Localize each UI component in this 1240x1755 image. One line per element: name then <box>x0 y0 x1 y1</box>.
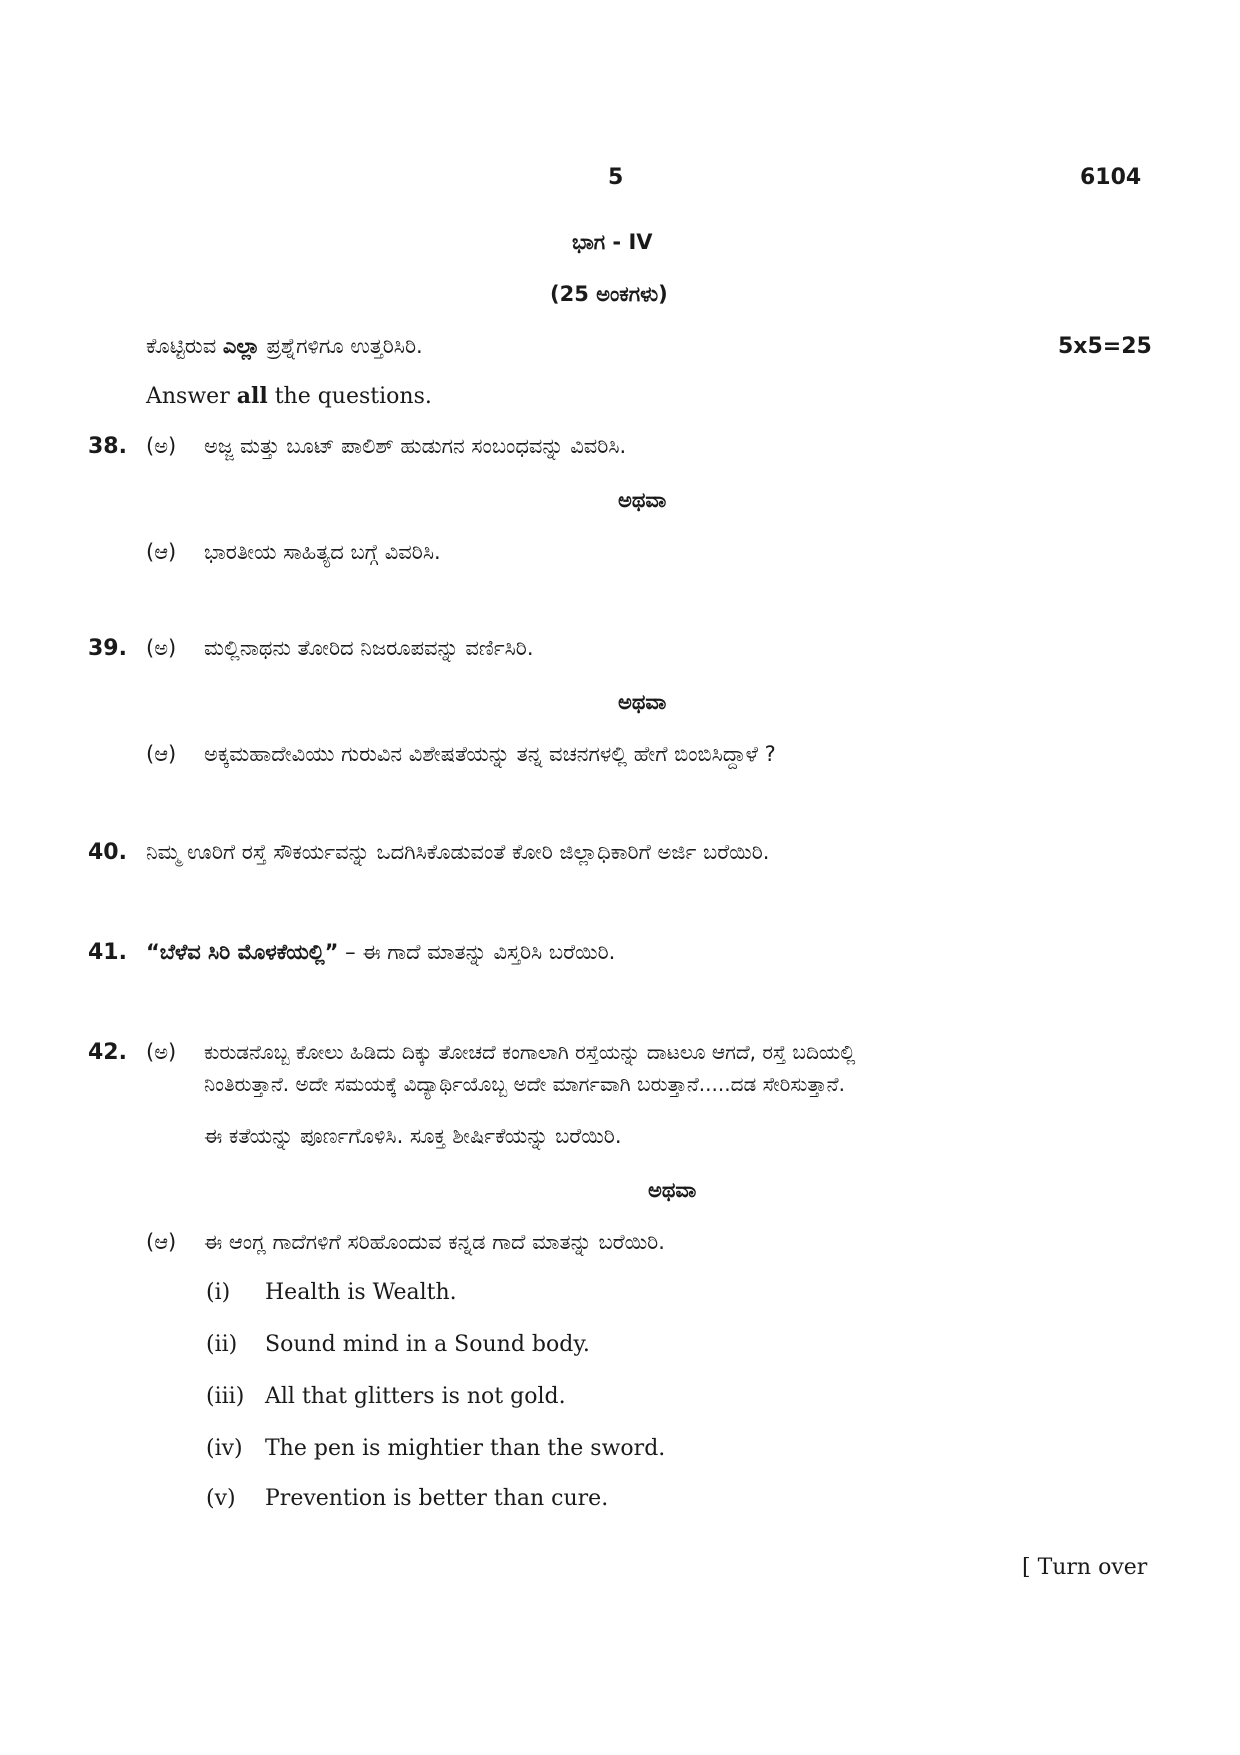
question-41-rest: – ಈ ಗಾದೆ ಮಾತನ್ನು ವಿಸ್ತರಿಸಿ ಬರೆಯಿರಿ. <box>338 940 616 964</box>
question-38-a-text: ಅಜ್ಜ ಮತ್ತು ಬೂಟ್ ಪಾಲಿಶ್ ಹುಡುಗನ ಸಂಬಂಧವನ್ನು ವಿವರಿಸಿ. <box>204 434 627 458</box>
instruction-en-prefix: Answer <box>146 384 237 409</box>
question-39-b-label: (ಆ) <box>146 742 177 766</box>
question-38-number: 38. <box>88 434 127 459</box>
instruction-kn-prefix: ಕೊಟ್ಟಿರುವ <box>146 334 223 358</box>
question-42-a-label: (ಅ) <box>146 1040 177 1064</box>
question-42-b-label: (ಆ) <box>146 1230 177 1254</box>
question-40-text: ನಿಮ್ಮ ಊರಿಗೆ ರಸ್ತೆ ಸೌಕರ್ಯವನ್ನು ಒದಗಿಸಿಕೊಡುವಂತೆ ಕೋರಿ ಜಿಲ್ಲಾಧಿಕಾರಿಗೆ ಅರ್ಜಿ ಬರೆಯಿರಿ. <box>146 840 770 864</box>
proverb-3-text: All that glitters is not gold. <box>265 1384 566 1409</box>
proverb-5-text: Prevention is better than cure. <box>265 1486 609 1511</box>
question-42-a-line1: ಕುರುಡನೊಬ್ಬ ಕೋಲು ಹಿಡಿದು ದಿಕ್ಕು ತೋಚದೆ ಕಂಗಾಲಾಗಿ ರಸ್ತೆಯನ್ನು ದಾಟಲೂ ಆಗದೆ, ರಸ್ತೆ ಬದಿಯಲ್ಲಿ <box>204 1040 856 1064</box>
question-38-b-text: ಭಾರತೀಯ ಸಾಹಿತ್ಯದ ಬಗ್ಗೆ ವಿವರಿಸಿ. <box>204 540 441 564</box>
question-39-number: 39. <box>88 636 127 661</box>
question-39-a-label: (ಅ) <box>146 636 177 660</box>
proverb-4-label: (iv) <box>206 1436 243 1461</box>
proverb-4-text: The pen is mightier than the sword. <box>265 1436 666 1461</box>
instruction-en-bold: all <box>236 383 268 409</box>
question-40-number: 40. <box>88 840 127 865</box>
proverb-1-text: Health is Wealth. <box>265 1280 457 1305</box>
proverb-5-label: (v) <box>206 1486 236 1511</box>
question-42-number: 42. <box>88 1040 127 1065</box>
turn-over-label: [ Turn over <box>1022 1555 1148 1580</box>
question-42-b-text: ಈ ಆಂಗ್ಲ ಗಾದೆಗಳಿಗೆ ಸರಿಹೊಂದುವ ಕನ್ನಡ ಗಾದೆ ಮಾತನ್ನು ಬರೆಯಿರಿ. <box>204 1230 665 1254</box>
question-42-a-line2: ನಿಂತಿರುತ್ತಾನೆ. ಅದೇ ಸಮಯಕ್ಕೆ ವಿದ್ಯಾರ್ಥಿಯೊಬ್ಬ ಅದೇ ಮಾರ್ಗವಾಗಿ ಬರುತ್ತಾನೆ.....ದಡ ಸೇರಿಸುತ್ತಾನೆ. <box>204 1072 845 1096</box>
proverb-1-label: (i) <box>206 1280 231 1305</box>
proverb-2-text: Sound mind in a Sound body. <box>265 1332 590 1357</box>
question-38-b-label: (ಆ) <box>146 540 177 564</box>
question-41-number: 41. <box>88 940 127 965</box>
paper-code: 6104 <box>1080 165 1142 190</box>
question-42-a-line3: ಈ ಕತೆಯನ್ನು ಪೂರ್ಣಗೊಳಿಸಿ. ಸೂಕ್ತ ಶೀರ್ಷಿಕೆಯನ್ನು ಬರೆಯಿರಿ. <box>204 1124 622 1148</box>
instruction-kannada <box>146 334 423 359</box>
or-label-42: ಅಥವಾ <box>648 1178 697 1202</box>
question-39-a-text: ಮಲ್ಲಿನಾಥನು ತೋರಿದ ನಿಜರೂಪವನ್ನು ವರ್ಣಿಸಿರಿ. <box>204 636 534 660</box>
question-41-text <box>146 940 615 965</box>
or-label-39: ಅಥವಾ <box>618 690 667 714</box>
proverb-3-label: (iii) <box>206 1384 245 1409</box>
question-38-a-label: (ಅ) <box>146 434 177 458</box>
or-label-38: ಅಥವಾ <box>618 488 667 512</box>
page-number: 5 <box>608 165 624 190</box>
section-title: ಭಾಗ - IV <box>572 230 653 254</box>
instruction-kn-suffix: ಪ್ರಶ್ನೆಗಳಿಗೂ ಉತ್ತರಿಸಿರಿ. <box>259 334 423 358</box>
section-marks: (25 ಅಂಕಗಳು) <box>550 282 668 306</box>
instruction-kn-bold: ಎಲ್ಲಾ <box>222 334 260 358</box>
question-41-quote: “ಬೆಳೆವ ಸಿರಿ ಮೊಳಕೆಯಲ್ಲಿ” <box>146 940 339 964</box>
instruction-english <box>146 383 432 409</box>
proverb-2-label: (ii) <box>206 1332 238 1357</box>
question-39-b-text: ಅಕ್ಕಮಹಾದೇವಿಯು ಗುರುವಿನ ವಿಶೇಷತೆಯನ್ನು ತನ್ನ ವಚನಗಳಲ್ಲಿ ಹೇಗೆ ಬಿಂಬಿಸಿದ್ದಾಳೆ ? <box>204 742 776 766</box>
instruction-en-suffix: the questions. <box>267 384 432 409</box>
marks-formula: 5x5=25 <box>1058 334 1152 359</box>
